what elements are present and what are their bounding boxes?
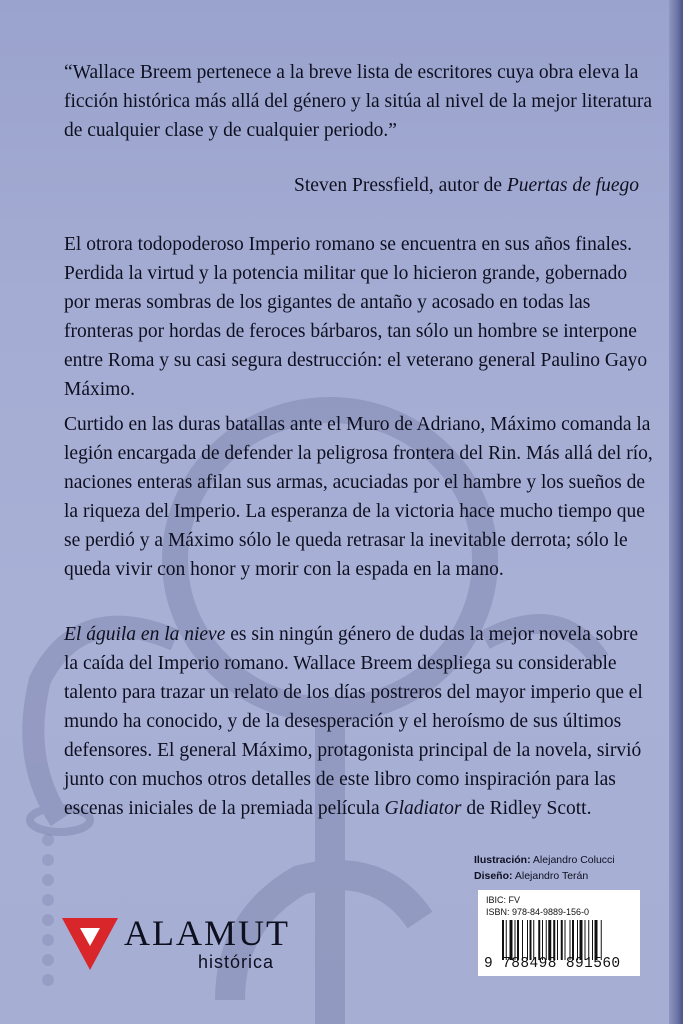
publisher-imprint: histórica bbox=[198, 952, 275, 972]
isbn-barcode bbox=[478, 890, 640, 976]
barcode-digits: 9 788498 891560 bbox=[484, 956, 621, 972]
attribution-book-title: Puertas de fuego bbox=[506, 175, 639, 196]
illustration-label: Ilustración: bbox=[474, 854, 531, 866]
paragraph-3-text: es sin ningún género de dudas la mejor novela sobre la caída del Imperio romano. Wallace Breem despliega su considerable talento para trazar un relato de los días postreros del mayor imperio que el mundo ha conocido, y de la desesperación y el heroísmo de sus últimos defensores. El general Máximo, protagonista principal de la novela, sirvió junto con muchos otros detalles de este libro como inspiración para las escenas iniciales de la premiada película bbox=[64, 624, 643, 819]
barcode-bars bbox=[502, 920, 630, 960]
synopsis-paragraph-1: El otrora todopoderoso Imperio romano se encuentra en sus años finales. Perdida la virtud y la potencia militar que lo hicieron grande, gobernado por meras sombras de los gigantes de antaño y acosado en todas las fronteras por hordas de feroces bárbaros, tan sólo un hombre se interpone entre Roma y su casi segura destrucción: el veterano general Paulino Gayo Máximo. bbox=[64, 234, 648, 400]
alamut-logo-icon bbox=[62, 918, 118, 970]
isbn-number: ISBN: 978-84-9889-156-0 bbox=[486, 907, 590, 917]
illustration-credit bbox=[474, 852, 615, 868]
paragraph-3-text-end: de Ridley Scott. bbox=[461, 798, 592, 819]
design-label: Diseño: bbox=[474, 870, 513, 882]
synopsis-paragraph-2: Curtido en las duras batallas ante el Muro de Adriano, Máximo comanda la legión encargada de defender la peligrosa frontera del Rin. Más allá del río, naciones enteras afilan sus armas, acuciadas por el hambre y los sueños de la riqueza del Imperio. La esperanza de la victoria hace mucho tiempo que se perdió y a Máximo sólo le queda retrasar la inevitable derrota; sólo le queda vivir con honor y morir con la espada en la mano. bbox=[64, 414, 653, 580]
review-quote: “Wallace Breem pertenece a la breve lista de escritores cuya obra eleva la ficción histórica más allá del género y la sitúa al nivel de la mejor literatura de cualquier clase y de cualquier periodo.” bbox=[64, 62, 653, 141]
attribution-author: Steven Pressfield, autor de bbox=[294, 175, 507, 196]
publisher-name: ALAMUT bbox=[124, 913, 290, 953]
illustration-name: Alejandro Colucci bbox=[530, 854, 615, 866]
design-name: Alejandro Terán bbox=[512, 870, 589, 882]
ibic-code: IBIC: FV bbox=[486, 895, 521, 905]
design-credit bbox=[474, 868, 615, 884]
film-title-italic: Gladiator bbox=[384, 798, 462, 819]
synopsis-paragraph-3 bbox=[64, 620, 654, 823]
quote-attribution bbox=[294, 175, 639, 197]
cover-credits bbox=[474, 852, 615, 884]
book-title-italic: El águila en la nieve bbox=[64, 624, 226, 645]
